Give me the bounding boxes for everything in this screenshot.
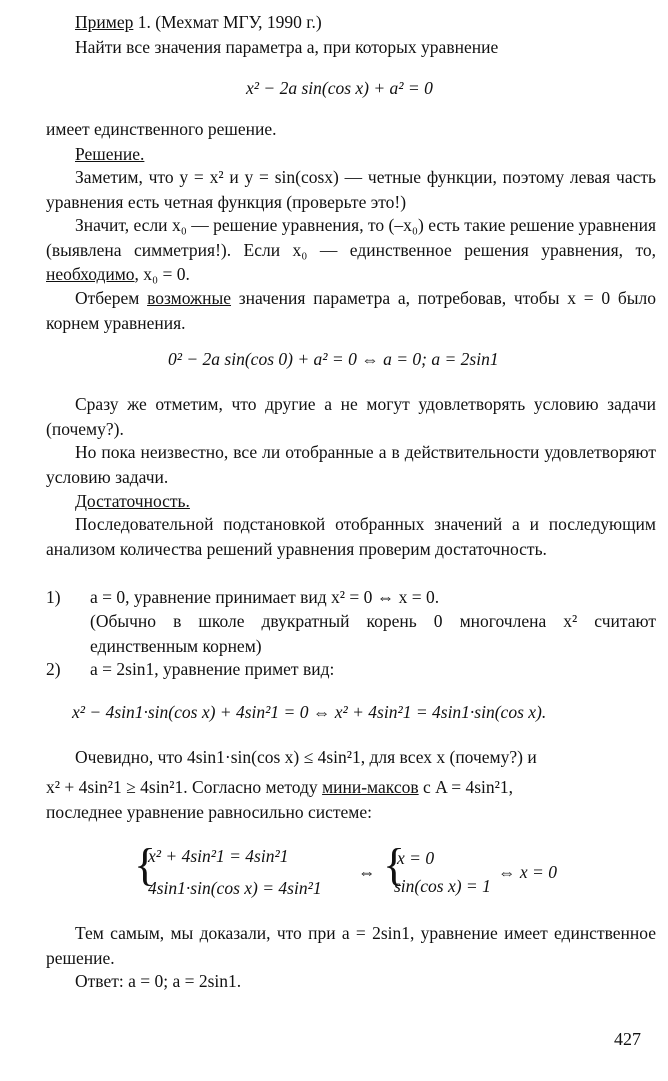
system-result: ⇔ x = 0 [498,862,557,882]
list-item-1-number: 1) [46,587,61,607]
list-item-1 [0,585,668,657]
solution-heading [46,142,656,167]
paragraph-conclusion: Тем самым, мы доказали, что при a = 2sin1, уравнение имеет единственное решение. [46,923,656,968]
paragraph-select-values [46,286,656,335]
solution-label: Решение. [75,144,145,164]
possible-word: возможные [147,288,232,308]
paragraph-substitution: Последовательной подстановкой отобранных значений a и последующим анализом количества решений уравнения проверим достаточность. [46,514,656,559]
paragraph-minimax-line3: последнее уравнение равносильно системе: [46,802,372,822]
equation-substitution: 0² − 2a sin(cos 0) + a² = 0 ⇔ a = 0; a = 2sin1 [168,349,499,369]
page-number: 427 [614,1029,641,1049]
minimax-word: мини-максов [322,777,419,797]
paragraph-select-end: значения параметра a, потребовав, чтобы x = 0 было корнем уравнения. [46,288,656,333]
system2-line2: sin(cos x) = 1 [394,876,491,896]
paragraph-other-values: Сразу же отметим, что другие a не могут удовлетворять условию задачи (почему?). [46,394,656,439]
minimax-line2-end: с A = 4sin²1, [418,777,513,797]
example-label: Пример [75,12,134,32]
paragraph-minimax-line1: Очевидно, что 4sin1·sin(cos x) ≤ 4sin²1, для всех x (почему?) и [75,747,537,767]
sufficiency-label: Достаточность. [75,491,190,511]
necessary-word: необходимо [46,264,135,284]
paragraph-symmetry [46,213,656,287]
list-item-2-number: 2) [46,659,61,679]
problem-statement-end: имеет единственного решение. [46,119,277,139]
minimax-line2-start: x² + 4sin²1 ≥ 4sin²1. Согласно методу [46,777,323,797]
paragraph-unknown: Но пока неизвестно, все ли отобранные a в действительности удовлетворяют условию задачи. [46,442,656,487]
equation-a-2sin1: x² − 4sin1·sin(cos x) + 4sin²1 = 0 ⇔ x² + 4sin²1 = 4sin1·sin(cos x). [72,702,547,722]
sufficiency-heading [46,489,656,514]
example-source: 1. (Мехмат МГУ, 1990 г.) [133,12,322,32]
paragraph-minimax-line2 [46,775,656,800]
paragraph-symmetry-text: Значит, если x₀ — решение уравнения, то (–x₀) есть такие решение уравнения (выявлена симметрия!). Если x₀ — единственное решения уравнения, то, [46,215,656,260]
list-item-2 [0,657,668,681]
list-item-1-text: a = 0, уравнение принимает вид x² = 0 ⇔ x = 0. [90,587,440,607]
list-item-2-text: a = 2sin1, уравнение примет вид: [90,659,335,679]
example-header [46,10,656,35]
paragraph-even-functions: Заметим, что y = x² и y = sin(cosx) — четные функции, поэтому левая часть уравнения есть четная функция (проверьте это!) [46,167,656,212]
equation-main: x² − 2a sin(cos x) + a² = 0 [246,78,433,98]
system2-line1: x = 0 [397,848,435,868]
system-equivalence-arrow: ⇔ [358,862,376,882]
system1-line1: x² + 4sin²1 = 4sin²1 [148,846,289,866]
system-right-brace: { [383,839,406,890]
list-item-1-note: (Обычно в школе двукратный корень 0 многочлена x² считают единственным корнем) [90,611,656,656]
answer-line: Ответ: a = 0; a = 2sin1. [75,971,242,991]
system1-line2: 4sin1·sin(cos x) = 4sin²1 [148,878,322,898]
problem-statement: Найти все значения параметра a, при которых уравнение [75,37,499,57]
equation-system [0,840,668,904]
paragraph-select-start: Отберем [75,288,148,308]
system-left-brace: { [134,839,157,890]
paragraph-symmetry-end: , x₀ = 0. [134,264,190,284]
